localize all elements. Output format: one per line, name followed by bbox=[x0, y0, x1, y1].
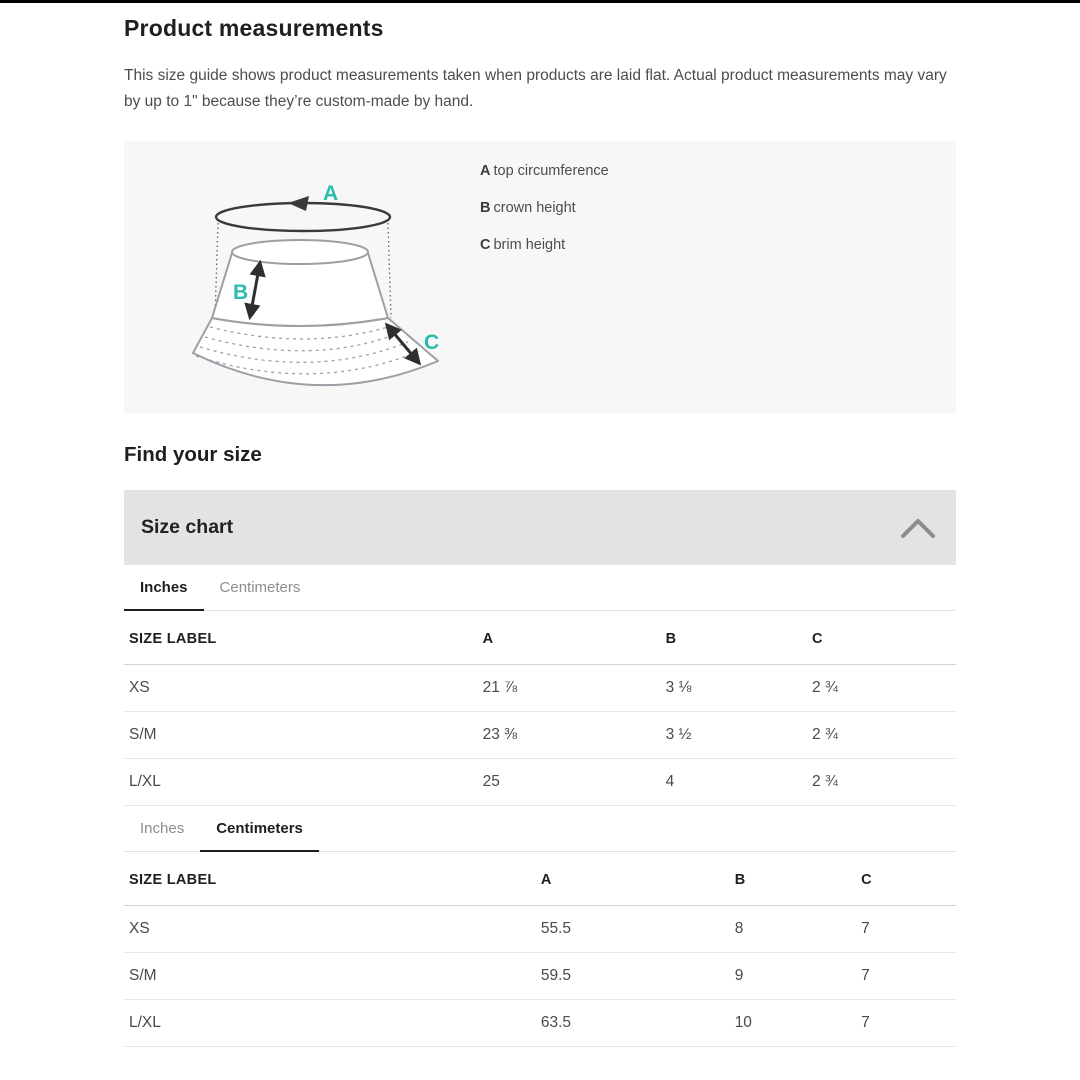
column-header-c: C bbox=[861, 852, 956, 906]
size-chart-accordion-header[interactable] bbox=[124, 490, 956, 565]
column-header-b: B bbox=[735, 852, 861, 906]
find-your-size-heading: Find your size bbox=[124, 443, 262, 466]
value-b-cell: 9 bbox=[735, 953, 861, 1000]
value-a-cell: 55.5 bbox=[541, 906, 735, 953]
column-header-a: A bbox=[541, 852, 735, 906]
page-title: Product measurements bbox=[124, 15, 384, 41]
size-label-cell: L/XL bbox=[124, 1000, 541, 1047]
value-c-cell: 7 bbox=[861, 906, 956, 953]
column-header-b: B bbox=[666, 611, 812, 665]
table-row bbox=[124, 906, 956, 953]
size-label-cell: S/M bbox=[124, 953, 541, 1000]
value-a-cell: 63.5 bbox=[541, 1000, 735, 1047]
column-header-size-label: SIZE LABEL bbox=[124, 611, 483, 665]
table-header-row bbox=[124, 611, 956, 665]
size-label-cell: XS bbox=[124, 906, 541, 953]
unit-tab-strip-centimeters-table bbox=[124, 808, 956, 852]
legend-text-c: brim height bbox=[493, 237, 566, 253]
value-b-cell: 10 bbox=[735, 1000, 861, 1047]
column-header-size-label: SIZE LABEL bbox=[124, 852, 541, 906]
crown-top-ellipse bbox=[232, 240, 368, 264]
size-label-cell: XS bbox=[124, 665, 483, 712]
size-label-cell: S/M bbox=[124, 712, 483, 759]
value-a-cell: 59.5 bbox=[541, 953, 735, 1000]
value-b-cell: 3 ½ bbox=[666, 712, 812, 759]
circumference-arrowhead bbox=[288, 196, 309, 211]
size-table-inches bbox=[124, 611, 956, 806]
value-c-cell: 7 bbox=[861, 1000, 956, 1047]
label-a: A bbox=[323, 182, 339, 205]
label-b: B bbox=[233, 281, 249, 304]
legend-key-b: B bbox=[480, 200, 491, 216]
label-c: C bbox=[424, 331, 440, 354]
table-row bbox=[124, 953, 956, 1000]
tab-centimeters[interactable]: Centimeters bbox=[219, 579, 301, 596]
legend-key-a: A bbox=[480, 163, 491, 179]
tab-centimeters[interactable]: Centimeters bbox=[200, 808, 319, 852]
column-header-a: A bbox=[483, 611, 666, 665]
value-b-cell: 8 bbox=[735, 906, 861, 953]
size-label-cell: L/XL bbox=[124, 759, 483, 806]
legend-item-a bbox=[480, 163, 609, 179]
value-a-cell: 23 ⅜ bbox=[483, 712, 666, 759]
page-description: This size guide shows product measurements taken when products are laid flat. Actual product measurements may vary by up to 1" because they’re custom-made by hand. bbox=[124, 67, 947, 110]
value-c-cell: 2 ¾ bbox=[812, 665, 956, 712]
legend-item-b bbox=[480, 200, 609, 216]
value-c-cell: 7 bbox=[861, 953, 956, 1000]
legend-text-a: top circumference bbox=[493, 163, 609, 179]
value-c-cell: 2 ¾ bbox=[812, 712, 956, 759]
value-c-cell: 2 ¾ bbox=[812, 759, 956, 806]
tab-inches[interactable]: Inches bbox=[124, 567, 204, 611]
diagram-legend bbox=[480, 163, 609, 274]
unit-tab-strip-inches-table bbox=[124, 567, 956, 611]
table-row bbox=[124, 712, 956, 759]
right-guide-dotted-line bbox=[388, 223, 391, 318]
top-border bbox=[0, 0, 1080, 3]
legend-key-c: C bbox=[480, 237, 491, 253]
bucket-hat-diagram bbox=[165, 181, 465, 401]
value-a-cell: 21 ⅞ bbox=[483, 665, 666, 712]
table-row bbox=[124, 665, 956, 712]
value-b-cell: 4 bbox=[666, 759, 812, 806]
chevron-up-icon[interactable] bbox=[900, 516, 936, 540]
value-a-cell: 25 bbox=[483, 759, 666, 806]
hat-brim bbox=[193, 318, 438, 385]
size-table-centimeters bbox=[124, 852, 956, 1047]
table-row bbox=[124, 1000, 956, 1047]
tab-inches[interactable]: Inches bbox=[140, 820, 185, 837]
legend-item-c bbox=[480, 237, 609, 253]
legend-text-b: crown height bbox=[493, 200, 576, 216]
table-row bbox=[124, 759, 956, 806]
size-chart-title: Size chart bbox=[141, 516, 234, 538]
table-header-row bbox=[124, 852, 956, 906]
column-header-c: C bbox=[812, 611, 956, 665]
measurement-diagram-panel bbox=[124, 141, 956, 413]
value-b-cell: 3 ⅛ bbox=[666, 665, 812, 712]
